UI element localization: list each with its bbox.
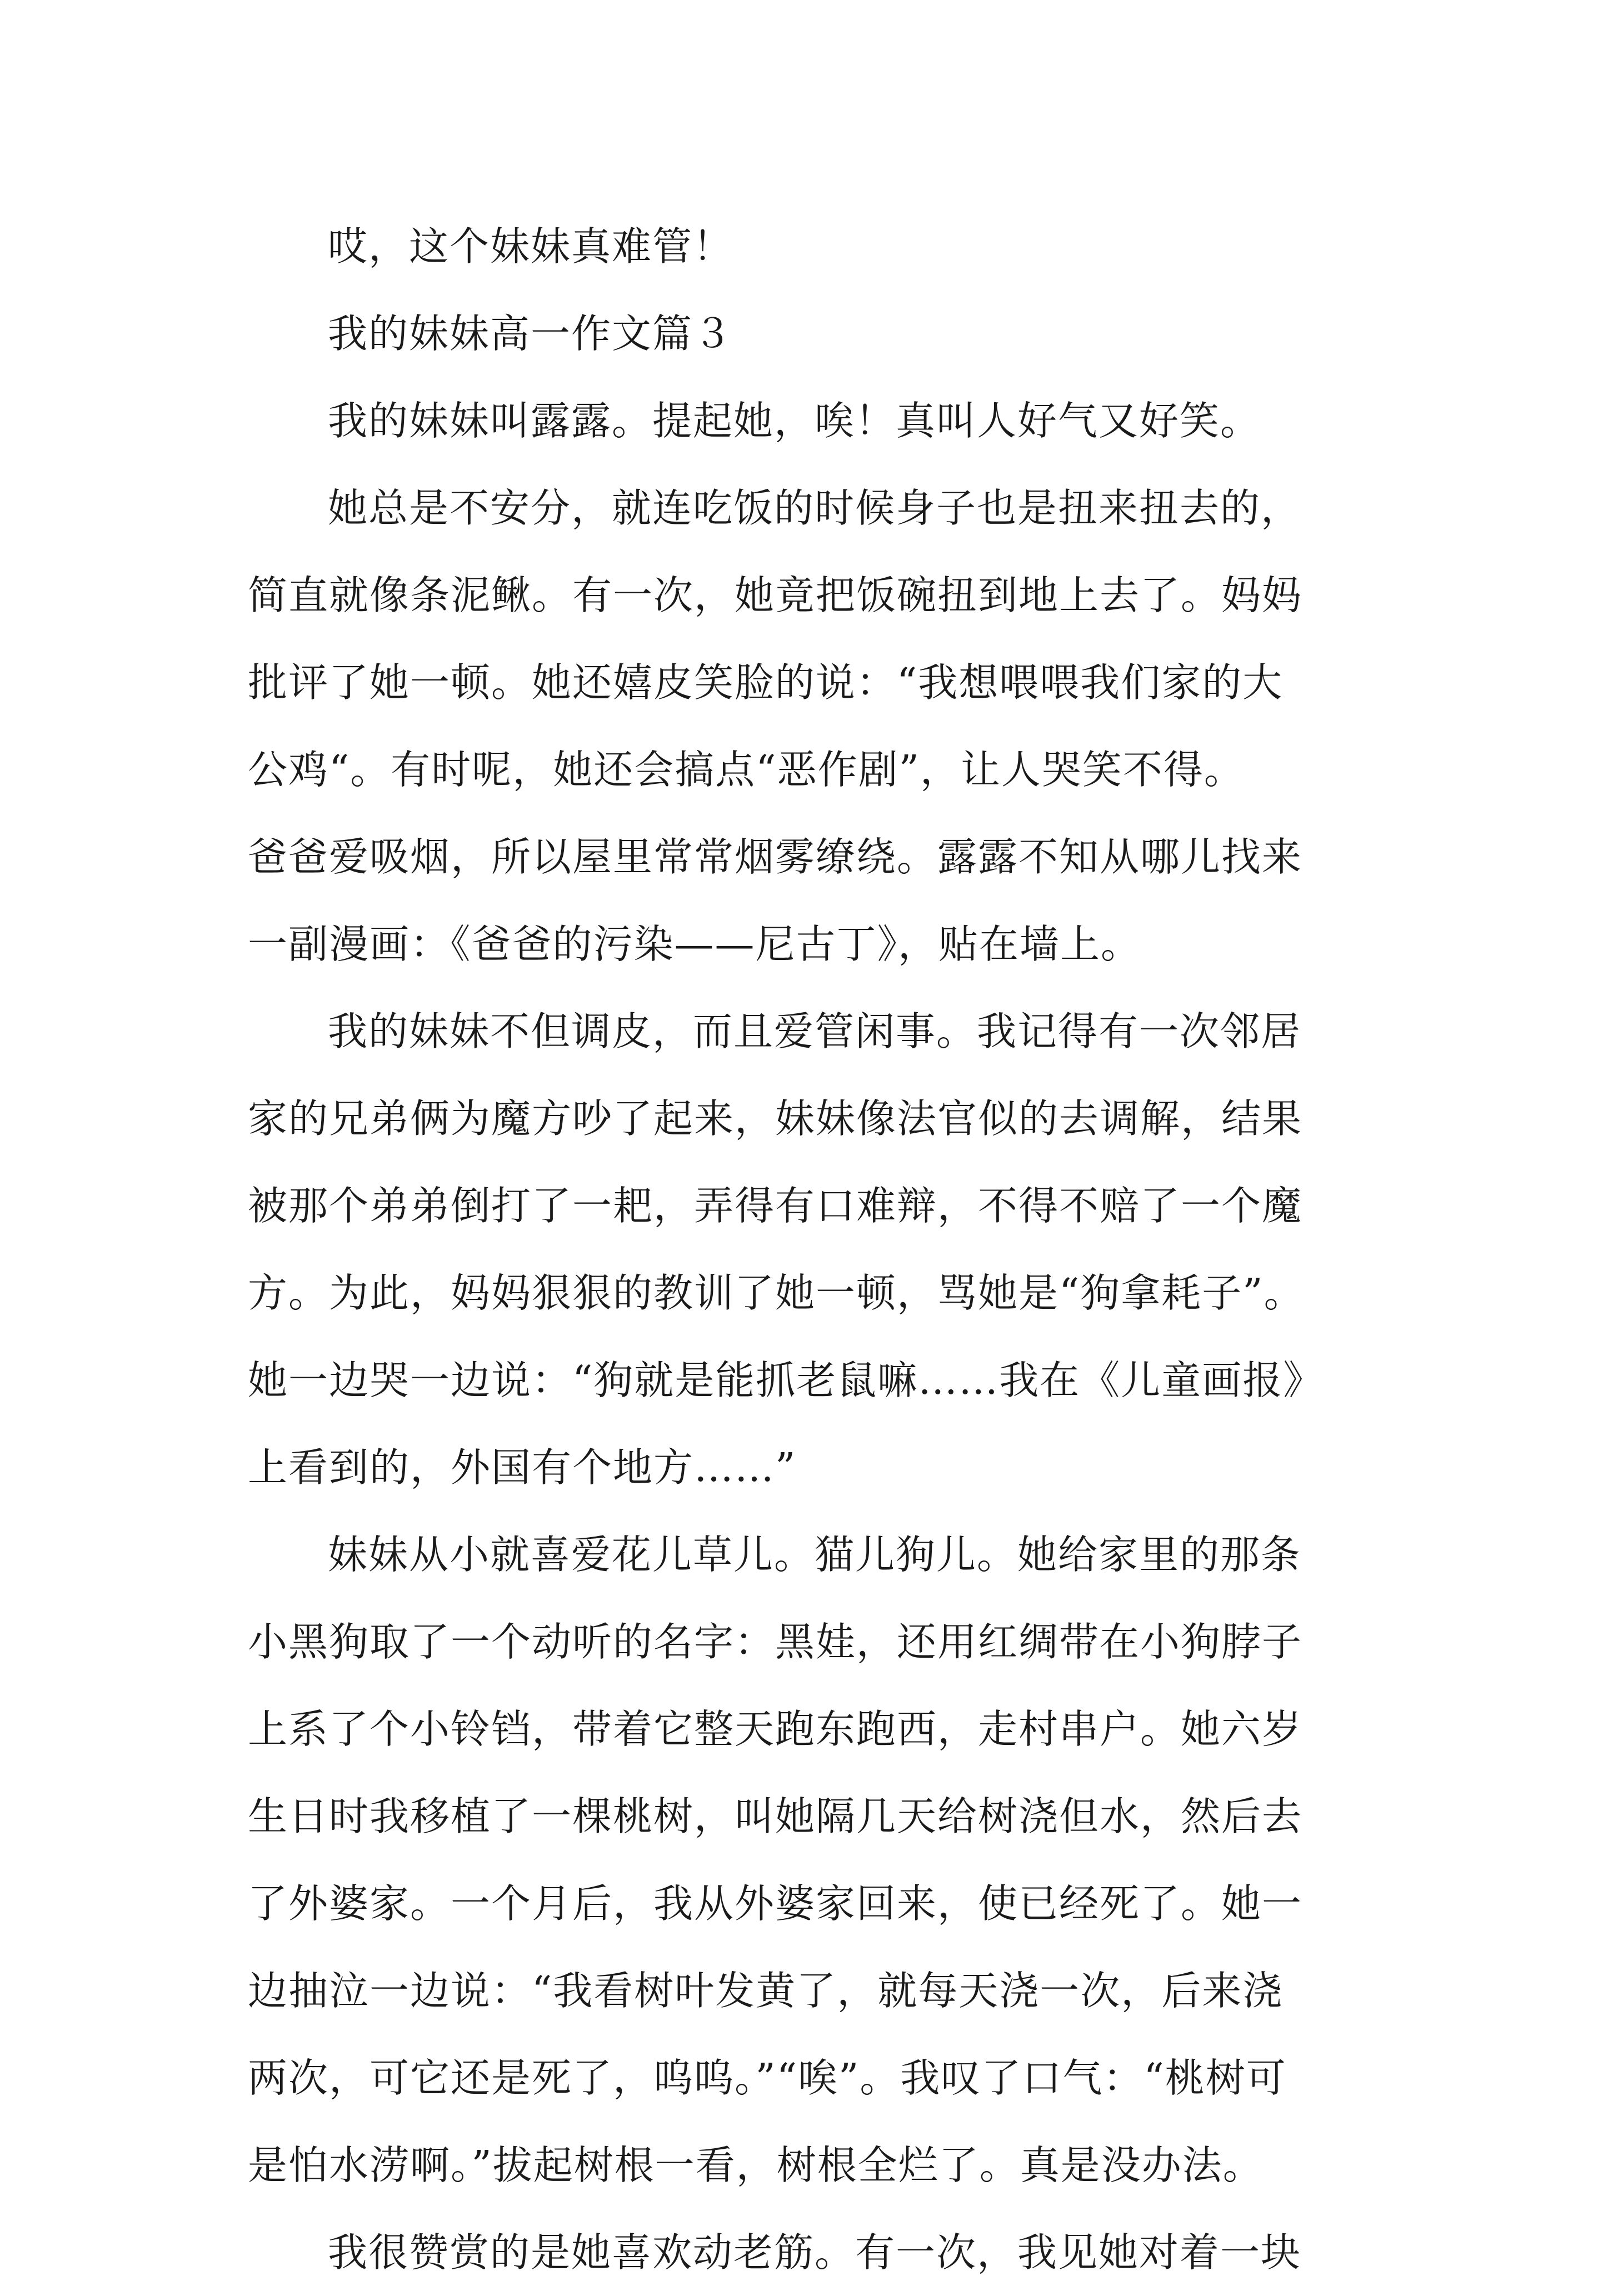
text-line: 被那个弟弟倒打了一耙，弄得有口难辩，不得不赔了一个魔 [248, 1183, 1303, 1229]
text-line: 方。为此，妈妈狠狠的教训了她一顿，骂她是“狗拿耗子”。 [248, 1270, 1305, 1316]
text-line: 小黑狗取了一个动听的名字：黑娃，还用红绸带在小狗脖子 [248, 1619, 1303, 1665]
text-line: 简直就像条泥鳅。有一次，她竟把饭碗扭到地上去了。妈妈 [248, 572, 1303, 618]
text-line: 批评了她一顿。她还嬉皮笑脸的说：“我想喂喂我们家的大 [248, 659, 1284, 706]
text-line: 她一边哭一边说：“狗就是能抓老鼠嘛……我在《儿童画报》 [248, 1357, 1324, 1403]
text-line: 她总是不安分，就连吃饭的时候身子也是扭来扭去的， [328, 485, 1302, 531]
text-line: 上系了个小铃铛，带着它整天跑东跑西，走村串户。她六岁 [248, 1706, 1303, 1752]
essay-text [248, 203, 1370, 2296]
text-line: 上看到的，外国有个地方……” [248, 1444, 797, 1490]
text-line: 我的妹妹高一作文篇３ [328, 311, 734, 357]
text-line: 我的妹妹不但调皮，而且爱管闲事。我记得有一次邻居 [328, 1008, 1302, 1054]
text-line: 公鸡“。有时呢，她还会搞点“恶作剧”，让人哭笑不得。 [248, 747, 1245, 793]
text-line: 哎，这个妹妹真难管！ [328, 223, 734, 269]
text-line: 是怕水涝啊。”拔起树根一看，树根全烂了。真是没办法。 [248, 2142, 1264, 2188]
text-line: 妹妹从小就喜爱花儿草儿。猫儿狗儿。她给家里的那条 [328, 1532, 1302, 1578]
text-line: 了外婆家。一个月后，我从外婆家回来，使已经死了。她一 [248, 1880, 1303, 1927]
text-line: 生日时我移植了一棵桃树，叫她隔几天给树浇但水，然后去 [248, 1793, 1303, 1839]
text-line: 一副漫画：《爸爸的污染——尼古丁》，贴在墙上。 [248, 921, 1142, 967]
text-line: 爸爸爱吸烟，所以屋里常常烟雾缭绕。露露不知从哪儿找来 [248, 834, 1303, 880]
text-line: 两次，可它还是死了，呜呜。”“唉”。我叹了口气：“桃树可 [248, 2055, 1287, 2101]
text-line: 我很赞赏的是她喜欢动老筋。有一次，我见她对着一块 [328, 2229, 1302, 2275]
text-line: 家的兄弟俩为魔方吵了起来，妹妹像法官似的去调解，结果 [248, 1096, 1303, 1142]
text-line: 边抽泣一边说：“我看树叶发黄了，就每天浇一次，后来浇 [248, 1968, 1284, 2014]
text-line: 我的妹妹叫露露。提起她，唉！真叫人好气又好笑。 [328, 398, 1261, 444]
